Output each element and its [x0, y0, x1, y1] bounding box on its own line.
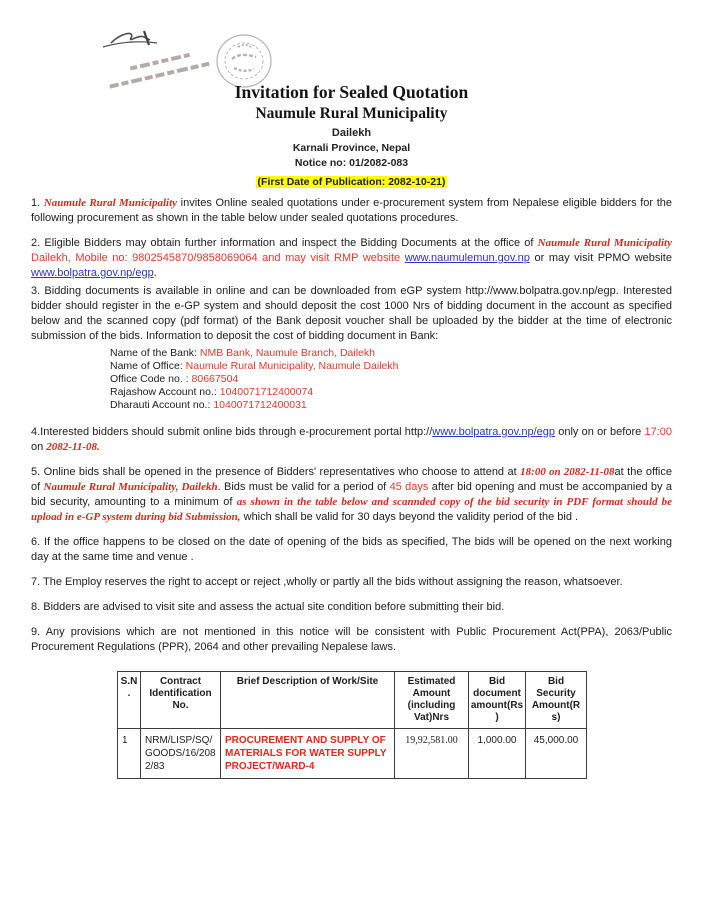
- office-code-value: 80667504: [191, 373, 239, 385]
- p1-municipality: Naumule Rural Municipality: [43, 197, 178, 209]
- p5-text-4: after bid opening and must be accompanied by a bid security, amounting to a minimum of: [31, 481, 672, 508]
- office-code-label: Office Code no. :: [110, 373, 192, 385]
- handwritten-signature-icon: [103, 31, 157, 47]
- p4-text-2: only on or before: [555, 426, 645, 438]
- cell-bid-document-amount: 1,000.00: [469, 729, 526, 779]
- naumulemun-website-link[interactable]: www.naumulemun.gov.np: [404, 252, 530, 264]
- office-code-line: [110, 373, 672, 386]
- p5-validity-days: 45 days: [389, 481, 429, 493]
- bolpatra-website-link[interactable]: www.bolpatra.gov.np/egp: [31, 267, 154, 279]
- p5-security-clause: as shown in the table below and scannded copy of the bid security in PDF format should be upload in e-GP system during bid Submission,: [31, 496, 672, 523]
- rajashow-account-label: Rajashow Account no.:: [110, 386, 220, 398]
- p5-text-3: . Bids must be valid for a period of: [217, 481, 390, 493]
- bank-details: [110, 347, 672, 412]
- publication-date-highlight: (First Date of Publication: 2082-10-21): [257, 176, 446, 188]
- paragraph-8: 8. Bidders are advised to visit site and assess the actual site condition before submitting their bid.: [31, 601, 505, 613]
- rajashow-account-value: 1040071712400074: [219, 386, 314, 398]
- district-line: Dailekh: [331, 127, 372, 139]
- bid-table-header-row: [118, 672, 587, 729]
- p2-text-2: or may visit PPMO website: [529, 252, 672, 264]
- cell-estimated-amount: 19,92,581.00: [395, 729, 469, 779]
- dharauti-account-value: 1040071712400031: [213, 399, 307, 411]
- p2-period: .: [153, 267, 157, 279]
- p4-text: 4.Interested bidders should submit online bids through e-procurement portal http://: [31, 426, 433, 438]
- paragraph-2: [31, 236, 672, 281]
- p1-text: 1.: [31, 197, 44, 209]
- cell-sn: 1: [118, 729, 141, 779]
- office-name-line: [110, 360, 672, 373]
- header-bid-document-amount: Bid document amount(Rs ): [469, 672, 526, 729]
- publication-date-wrap: [31, 172, 672, 190]
- office-name-label: Name of Office:: [110, 360, 186, 372]
- p5-text: 5. Online bids shall be opened in the presence of Bidders' representatives who choose to attend at: [31, 466, 521, 478]
- paragraph-1: [31, 196, 672, 226]
- municipality-name: Naumule Rural Municipality: [255, 105, 448, 122]
- cell-description: PROCUREMENT AND SUPPLY OF MATERIALS FOR WATER SUPPLY PROJECT/WARD-4: [221, 729, 395, 779]
- paragraph-4: [31, 425, 672, 455]
- p4-deadline-date: 2082-11-08.: [46, 441, 100, 453]
- p5-opening-datetime: 18:00 on 2082-11-08: [520, 466, 615, 478]
- p5-text-2: at the office of: [31, 466, 672, 493]
- province-line: Karnali Province, Nepal: [292, 142, 411, 154]
- paragraph-5: [31, 465, 672, 525]
- paragraph-7: 7. The Employ reserves the right to accept or reject ,wholly or partly all the bids without assigning the reason, whatsoever.: [31, 576, 623, 588]
- header-bid-security-amount: Bid Security Amount(R s): [526, 672, 587, 729]
- dharauti-account-label: Dharauti Account no.:: [110, 399, 214, 411]
- office-name-value: Naumule Rural Municipality, Naumule Dailekh: [185, 360, 399, 372]
- p2-municipality: Naumule Rural Municipality: [537, 237, 672, 249]
- paragraph-9: 9. Any provisions which are not mentioned in this notice will be consistent with Public Procurement Act(PPA), 2063/Public Procurement Regulations (PPR), 2064 and other prevailing Nepalese laws.: [31, 626, 672, 653]
- bid-table: [117, 671, 587, 779]
- cell-bid-security-amount: 45,000.00: [526, 729, 587, 779]
- bank-name-label: Name of the Bank:: [110, 347, 200, 359]
- header-sn: S.N .: [118, 672, 141, 729]
- p4-deadline-time: 17:00: [644, 426, 672, 438]
- p1-text-2: invites Online sealed quotations under e-procurement system from Nepalese eligible bidders for the following procurement as shown in the table below under sealed quotations procedures.: [31, 197, 672, 224]
- p5-text-5: which shall be valid for 30 days beyond the validity period of the bid .: [240, 511, 579, 523]
- p2-contact-info: Dailekh, Mobile no: 9802545870/9858069064 and may visit RMP website: [31, 252, 405, 264]
- bank-name-line: [110, 347, 672, 360]
- p4-text-3: on: [31, 441, 47, 453]
- paragraph-6: 6. If the office happens to be closed on the date of opening of the bids as specified, The bids will be opened on the next working day at the same time and venue .: [31, 536, 672, 563]
- page-title: Invitation for Sealed Quotation: [234, 82, 469, 102]
- p2-text: 2. Eligible Bidders may obtain further information and inspect the Bidding Documents at the office of: [31, 237, 538, 249]
- bank-name-value: NMB Bank, Naumule Branch, Dailekh: [199, 347, 375, 359]
- cell-contract-id: NRM/LISP/SQ/GOODS/16/2082/83: [141, 729, 221, 779]
- notice-number: Notice no: 01/2082-083: [294, 157, 409, 169]
- paragraph-3: 3. Bidding documents is available in online and can be downloaded from eGP system http://www.bolpatra.gov.np/egp. Interested bidder should register in the e-GP system and should deposit the cost 1000 Nrs of bidding document in the account as specified below and the scanned copy (pdf format) of the Bank deposit voucher shall be uploaded by the bidder at the time of electronic submission of the bids. Information to deposit the cost of bidding document in Bank:: [31, 285, 672, 342]
- p5-municipality: Naumule Rural Municipality, Dailekh: [43, 481, 218, 493]
- header-description: Brief Description of Work/Site: [221, 672, 395, 729]
- document-content: [31, 82, 672, 779]
- table-row: [118, 729, 587, 779]
- round-ink-seal-icon: [217, 35, 271, 87]
- rajashow-account-line: [110, 386, 672, 399]
- bolpatra-submit-link[interactable]: www.bolpatra.gov.np/egp: [432, 426, 556, 438]
- header-contract-id: Contract Identification No.: [141, 672, 221, 729]
- dharauti-account-line: [110, 399, 672, 412]
- header-estimated-amount: Estimated Amount (including Vat)Nrs: [395, 672, 469, 729]
